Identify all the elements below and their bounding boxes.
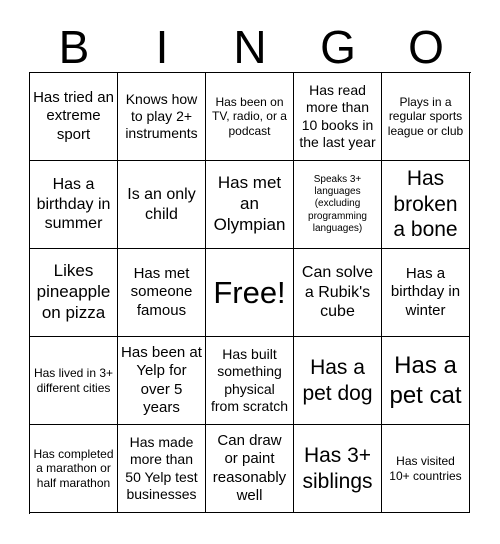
bingo-cell-text: Has completed a marathon or half marathon [33, 446, 114, 490]
bingo-cell[interactable] [118, 249, 206, 337]
bingo-cell-text: Likes pineapple on pizza [36, 261, 111, 322]
bingo-cell-text: Has made more than 50 Yelp test businesses [125, 434, 198, 502]
bingo-cell-text: Has built something physical from scratch [210, 346, 288, 414]
bingo-cell-text: Has read more than 10 books in the last year [299, 82, 376, 150]
bingo-cell-text: Free! [213, 274, 286, 310]
bingo-cell[interactable] [294, 337, 382, 425]
bingo-cell-text: Can solve a Rubik's cube [301, 264, 374, 321]
bingo-cell-text: Has met someone famous [130, 265, 193, 319]
bingo-cell[interactable] [118, 73, 206, 161]
bingo-cell[interactable] [206, 337, 294, 425]
bingo-cell[interactable] [294, 249, 382, 337]
bingo-cell[interactable] [206, 73, 294, 161]
bingo-cell-text: Has broken a bone [393, 167, 458, 242]
bingo-cell[interactable] [118, 161, 206, 249]
bingo-header [30, 22, 470, 72]
bingo-cell-text: Has lived in 3+ different cities [33, 365, 114, 395]
bingo-cell[interactable] [294, 73, 382, 161]
bingo-cell[interactable] [30, 249, 118, 337]
bingo-cell[interactable] [206, 425, 294, 513]
bingo-cell-text: Has 3+ siblings [302, 443, 373, 493]
bingo-cell[interactable] [382, 425, 470, 513]
bingo-cell-free[interactable] [206, 249, 294, 337]
bingo-cell[interactable] [382, 161, 470, 249]
bingo-cell-text: Has tried an extreme sport [33, 89, 114, 143]
bingo-cell[interactable] [30, 161, 118, 249]
bingo-cell-text: Speaks 3+ languages (excluding programming languages) [308, 174, 367, 234]
bingo-cell-text: Has been at Yelp for over 5 years [121, 343, 202, 416]
bingo-cell[interactable] [118, 425, 206, 513]
header-letter-b: B [58, 21, 90, 73]
bingo-cell-text: Has visited 10+ countries [389, 453, 462, 483]
bingo-cell-text: Is an only child [127, 185, 196, 223]
bingo-cell[interactable] [294, 161, 382, 249]
header-letter-g: G [320, 21, 356, 73]
header-letter-i: I [155, 21, 169, 73]
bingo-cell-text: Can draw or paint reasonably well [212, 431, 287, 504]
bingo-cell[interactable] [206, 161, 294, 249]
bingo-cell-text: Has been on TV, radio, or a podcast [212, 94, 287, 138]
bingo-grid [29, 72, 471, 514]
bingo-cell-text: Has a pet dog [302, 355, 373, 405]
bingo-cell[interactable] [382, 337, 470, 425]
bingo-cell-text: Has a pet cat [389, 352, 462, 409]
bingo-cell[interactable] [30, 73, 118, 161]
bingo-cell[interactable] [294, 425, 382, 513]
header-letter-n: N [233, 21, 267, 73]
bingo-cell[interactable] [118, 337, 206, 425]
bingo-cell[interactable] [382, 249, 470, 337]
bingo-cell[interactable] [30, 337, 118, 425]
bingo-cell-text: Plays in a regular sports league or club [387, 94, 464, 138]
bingo-cell[interactable] [382, 73, 470, 161]
bingo-cell[interactable] [30, 425, 118, 513]
bingo-cell-text: Has met an Olympian [213, 173, 286, 234]
bingo-cell-text: Has a birthday in summer [36, 176, 111, 233]
bingo-cell-text: Has a birthday in winter [390, 265, 461, 319]
bingo-cell-text: Knows how to play 2+ instruments [125, 90, 198, 142]
header-letter-o: O [408, 21, 444, 73]
